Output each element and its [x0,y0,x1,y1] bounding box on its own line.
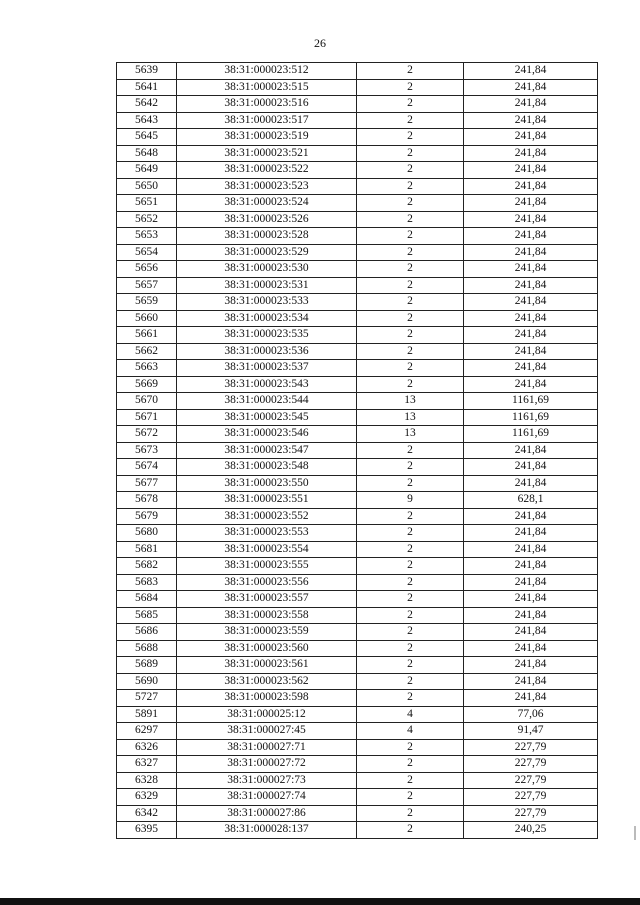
table-row [117,360,598,377]
value-cell: 241,84 [464,657,598,674]
value-cell: 241,84 [464,607,598,624]
page-number: 26 [314,36,326,50]
count-cell: 2 [357,211,464,228]
table-row [117,145,598,162]
count-cell: 13 [357,409,464,426]
cadastral-number-cell: 38:31:000023:533 [177,294,357,311]
count-cell: 2 [357,310,464,327]
value-cell: 241,84 [464,129,598,146]
value-cell: 241,84 [464,327,598,344]
row-number-cell: 5891 [117,706,177,723]
count-cell: 2 [357,789,464,806]
scan-edge-mark [634,826,636,840]
count-cell: 2 [357,739,464,756]
cadastral-number-cell: 38:31:000023:528 [177,228,357,245]
cadastral-number-cell: 38:31:000023:521 [177,145,357,162]
cadastral-number-cell: 38:31:000023:535 [177,327,357,344]
table-row [117,310,598,327]
value-cell: 241,84 [464,574,598,591]
table-row [117,195,598,212]
count-cell: 2 [357,541,464,558]
value-cell: 241,84 [464,640,598,657]
count-cell: 2 [357,591,464,608]
table-row [117,79,598,96]
table-row [117,211,598,228]
count-cell: 2 [357,112,464,129]
value-cell: 241,84 [464,690,598,707]
count-cell: 2 [357,244,464,261]
row-number-cell: 5683 [117,574,177,591]
table-row [117,772,598,789]
table-row [117,541,598,558]
row-number-cell: 5682 [117,558,177,575]
cadastral-number-cell: 38:31:000023:512 [177,63,357,80]
cadastral-number-cell: 38:31:000023:515 [177,79,357,96]
row-number-cell: 5688 [117,640,177,657]
table-row [117,129,598,146]
row-number-cell: 5662 [117,343,177,360]
value-cell: 241,84 [464,162,598,179]
cadastral-number-cell: 38:31:000023:519 [177,129,357,146]
row-number-cell: 5639 [117,63,177,80]
count-cell: 2 [357,228,464,245]
cadastral-number-cell: 38:31:000023:561 [177,657,357,674]
parcel-table [116,62,598,839]
count-cell: 2 [357,129,464,146]
cadastral-number-cell: 38:31:000023:560 [177,640,357,657]
count-cell: 2 [357,690,464,707]
count-cell: 2 [357,756,464,773]
count-cell: 2 [357,327,464,344]
value-cell: 241,84 [464,228,598,245]
table-row [117,409,598,426]
count-cell: 2 [357,195,464,212]
cadastral-number-cell: 38:31:000023:544 [177,393,357,410]
cadastral-number-cell: 38:31:000023:517 [177,112,357,129]
row-number-cell: 5686 [117,624,177,641]
table-row [117,327,598,344]
row-number-cell: 5659 [117,294,177,311]
table-row [117,558,598,575]
row-number-cell: 5641 [117,79,177,96]
count-cell: 2 [357,624,464,641]
row-number-cell: 5671 [117,409,177,426]
cadastral-number-cell: 38:31:000023:536 [177,343,357,360]
row-number-cell: 5656 [117,261,177,278]
count-cell: 2 [357,640,464,657]
value-cell: 241,84 [464,360,598,377]
table-row [117,343,598,360]
value-cell: 241,84 [464,244,598,261]
count-cell: 2 [357,475,464,492]
value-cell: 91,47 [464,723,598,740]
table-row [117,574,598,591]
table-row [117,228,598,245]
row-number-cell: 5689 [117,657,177,674]
table-row [117,822,598,839]
table-row [117,112,598,129]
value-cell: 241,84 [464,376,598,393]
row-number-cell: 5679 [117,508,177,525]
table-row [117,277,598,294]
cadastral-number-cell: 38:31:000023:545 [177,409,357,426]
table-row [117,640,598,657]
row-number-cell: 5652 [117,211,177,228]
table-row [117,178,598,195]
table-row [117,475,598,492]
value-cell: 241,84 [464,673,598,690]
value-cell: 241,84 [464,211,598,228]
row-number-cell: 5654 [117,244,177,261]
value-cell: 227,79 [464,772,598,789]
table-row [117,624,598,641]
cadastral-number-cell: 38:31:000027:45 [177,723,357,740]
value-cell: 241,84 [464,541,598,558]
row-number-cell: 5669 [117,376,177,393]
cadastral-number-cell: 38:31:000023:546 [177,426,357,443]
cadastral-number-cell: 38:31:000023:547 [177,442,357,459]
value-cell: 241,84 [464,261,598,278]
count-cell: 2 [357,574,464,591]
table-row [117,673,598,690]
row-number-cell: 5673 [117,442,177,459]
count-cell: 2 [357,805,464,822]
value-cell: 240,25 [464,822,598,839]
cadastral-number-cell: 38:31:000025:12 [177,706,357,723]
count-cell: 2 [357,343,464,360]
row-number-cell: 5661 [117,327,177,344]
cadastral-number-cell: 38:31:000023:526 [177,211,357,228]
row-number-cell: 5677 [117,475,177,492]
count-cell: 2 [357,525,464,542]
count-cell: 2 [357,162,464,179]
cadastral-number-cell: 38:31:000023:557 [177,591,357,608]
row-number-cell: 6327 [117,756,177,773]
count-cell: 2 [357,822,464,839]
count-cell: 2 [357,772,464,789]
value-cell: 241,84 [464,277,598,294]
table-row [117,756,598,773]
value-cell: 241,84 [464,508,598,525]
count-cell: 2 [357,558,464,575]
table-row [117,63,598,80]
value-cell: 241,84 [464,145,598,162]
cadastral-number-cell: 38:31:000023:558 [177,607,357,624]
cadastral-number-cell: 38:31:000023:524 [177,195,357,212]
cadastral-number-cell: 38:31:000027:72 [177,756,357,773]
value-cell: 227,79 [464,739,598,756]
row-number-cell: 5684 [117,591,177,608]
value-cell: 1161,69 [464,409,598,426]
cadastral-number-cell: 38:31:000023:559 [177,624,357,641]
table-row [117,96,598,113]
value-cell: 227,79 [464,805,598,822]
row-number-cell: 6329 [117,789,177,806]
cadastral-number-cell: 38:31:000023:550 [177,475,357,492]
value-cell: 241,84 [464,96,598,113]
cadastral-number-cell: 38:31:000023:551 [177,492,357,509]
row-number-cell: 5727 [117,690,177,707]
value-cell: 241,84 [464,195,598,212]
table-row [117,261,598,278]
value-cell: 77,06 [464,706,598,723]
count-cell: 4 [357,723,464,740]
cadastral-number-cell: 38:31:000023:548 [177,459,357,476]
value-cell: 1161,69 [464,426,598,443]
value-cell: 227,79 [464,756,598,773]
cadastral-number-cell: 38:31:000023:556 [177,574,357,591]
count-cell: 4 [357,706,464,723]
row-number-cell: 5649 [117,162,177,179]
table-row [117,525,598,542]
cadastral-number-cell: 38:31:000023:543 [177,376,357,393]
value-cell: 241,84 [464,79,598,96]
count-cell: 2 [357,376,464,393]
table-row [117,393,598,410]
cadastral-number-cell: 38:31:000023:523 [177,178,357,195]
cadastral-number-cell: 38:31:000023:554 [177,541,357,558]
value-cell: 241,84 [464,294,598,311]
row-number-cell: 6297 [117,723,177,740]
count-cell: 2 [357,63,464,80]
count-cell: 9 [357,492,464,509]
row-number-cell: 6326 [117,739,177,756]
cadastral-number-cell: 38:31:000023:516 [177,96,357,113]
table-row [117,492,598,509]
count-cell: 2 [357,508,464,525]
value-cell: 241,84 [464,442,598,459]
value-cell: 241,84 [464,343,598,360]
cadastral-number-cell: 38:31:000023:555 [177,558,357,575]
value-cell: 241,84 [464,624,598,641]
cadastral-number-cell: 38:31:000023:531 [177,277,357,294]
row-number-cell: 6342 [117,805,177,822]
table-row [117,162,598,179]
table-row [117,789,598,806]
count-cell: 2 [357,277,464,294]
table-row [117,607,598,624]
row-number-cell: 5660 [117,310,177,327]
value-cell: 241,84 [464,112,598,129]
count-cell: 2 [357,261,464,278]
count-cell: 2 [357,96,464,113]
count-cell: 2 [357,459,464,476]
value-cell: 241,84 [464,63,598,80]
row-number-cell: 5663 [117,360,177,377]
value-cell: 241,84 [464,591,598,608]
row-number-cell: 5645 [117,129,177,146]
row-number-cell: 5670 [117,393,177,410]
cadastral-number-cell: 38:31:000028:137 [177,822,357,839]
value-cell: 241,84 [464,475,598,492]
row-number-cell: 5653 [117,228,177,245]
table-row [117,690,598,707]
value-cell: 241,84 [464,459,598,476]
cadastral-number-cell: 38:31:000027:86 [177,805,357,822]
count-cell: 13 [357,426,464,443]
value-cell: 628,1 [464,492,598,509]
table-row [117,805,598,822]
table-row [117,508,598,525]
value-cell: 241,84 [464,558,598,575]
table-row [117,244,598,261]
row-number-cell: 5657 [117,277,177,294]
count-cell: 2 [357,145,464,162]
count-cell: 2 [357,79,464,96]
row-number-cell: 5642 [117,96,177,113]
table-row [117,426,598,443]
table-row [117,706,598,723]
cadastral-number-cell: 38:31:000023:530 [177,261,357,278]
row-number-cell: 5685 [117,607,177,624]
table-row [117,657,598,674]
row-number-cell: 5674 [117,459,177,476]
row-number-cell: 5681 [117,541,177,558]
row-number-cell: 5643 [117,112,177,129]
count-cell: 2 [357,294,464,311]
count-cell: 2 [357,178,464,195]
count-cell: 2 [357,607,464,624]
cadastral-number-cell: 38:31:000023:529 [177,244,357,261]
table-row [117,442,598,459]
row-number-cell: 5678 [117,492,177,509]
table-row [117,376,598,393]
value-cell: 1161,69 [464,393,598,410]
value-cell: 241,84 [464,178,598,195]
cadastral-number-cell: 38:31:000023:598 [177,690,357,707]
cadastral-number-cell: 38:31:000027:73 [177,772,357,789]
count-cell: 2 [357,657,464,674]
cadastral-number-cell: 38:31:000023:553 [177,525,357,542]
cadastral-number-cell: 38:31:000023:537 [177,360,357,377]
table-row [117,591,598,608]
row-number-cell: 5672 [117,426,177,443]
parcel-table-body [117,63,598,839]
value-cell: 241,84 [464,310,598,327]
table-row [117,294,598,311]
value-cell: 241,84 [464,525,598,542]
count-cell: 13 [357,393,464,410]
cadastral-number-cell: 38:31:000023:522 [177,162,357,179]
row-number-cell: 5651 [117,195,177,212]
count-cell: 2 [357,673,464,690]
scan-bottom-border [0,898,640,905]
row-number-cell: 6395 [117,822,177,839]
cadastral-number-cell: 38:31:000027:71 [177,739,357,756]
table-row [117,739,598,756]
cadastral-number-cell: 38:31:000027:74 [177,789,357,806]
row-number-cell: 5648 [117,145,177,162]
cadastral-number-cell: 38:31:000023:534 [177,310,357,327]
count-cell: 2 [357,360,464,377]
row-number-cell: 5680 [117,525,177,542]
cadastral-number-cell: 38:31:000023:562 [177,673,357,690]
row-number-cell: 5650 [117,178,177,195]
count-cell: 2 [357,442,464,459]
table-row [117,723,598,740]
value-cell: 227,79 [464,789,598,806]
row-number-cell: 5690 [117,673,177,690]
cadastral-number-cell: 38:31:000023:552 [177,508,357,525]
row-number-cell: 6328 [117,772,177,789]
table-row [117,459,598,476]
